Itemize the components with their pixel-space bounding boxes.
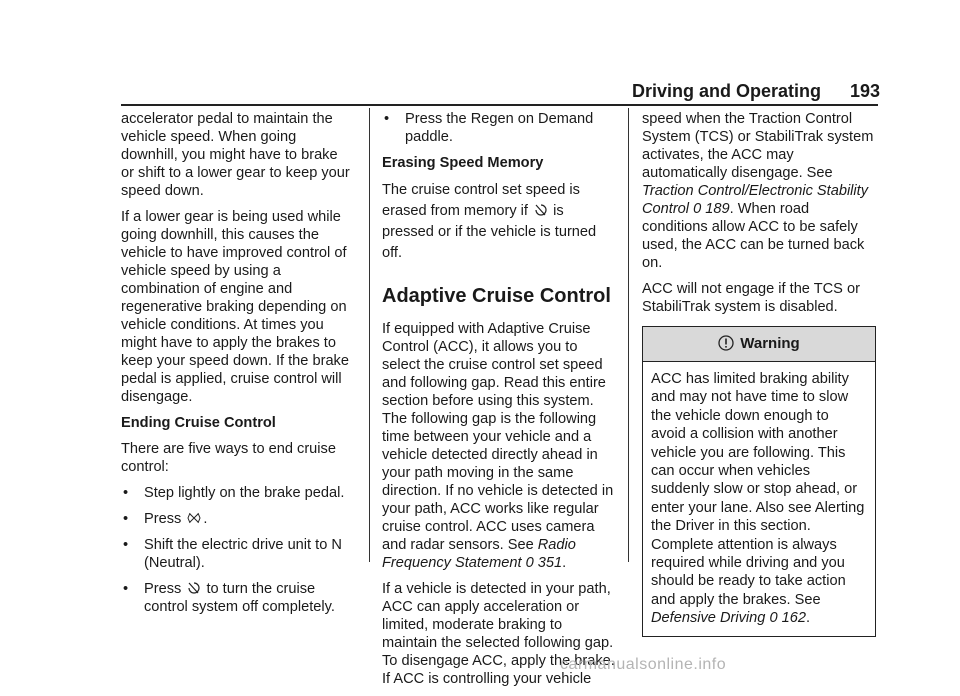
column-2: [382, 110, 618, 696]
paragraph-text: The cruise control set speed is erased from memory if: [382, 182, 580, 219]
cancel-icon: [187, 511, 201, 525]
bullet: •: [384, 111, 390, 127]
subheading-erasing-speed: Erasing Speed Memory: [382, 155, 544, 171]
header-rule: [121, 104, 878, 106]
cross-reference-link[interactable]: Radio Frequency Statement: [382, 537, 576, 571]
list-item: [121, 580, 353, 616]
page-reference: 0 162: [769, 610, 806, 627]
page-number: 193: [849, 81, 880, 101]
list-item: [382, 110, 618, 146]
subheading-ending-cruise: Ending Cruise Control: [121, 415, 276, 431]
paragraph-text: If equipped with Adaptive Cruise Control (ACC), it allows you to select the cruise control set speed and following gap. Read this entire section before using this system. The following gap is the following time between your vehicle and a vehicle detected directly ahead in your path moving in the same direction. If no vehicle is detected in your path, ACC works like regular cruise control. ACC uses camera and radar sensors. See: [382, 321, 614, 553]
paragraph-text: .: [562, 555, 567, 571]
paragraph-text: is pressed or if the vehicle is turned off.: [382, 203, 597, 261]
column-divider: [369, 108, 370, 562]
list-item-text: Press: [144, 511, 182, 527]
warning-title: Warning: [740, 335, 800, 352]
list-item: [121, 536, 353, 572]
list-item-text: Press: [144, 581, 182, 597]
bullet: •: [123, 581, 129, 597]
paragraph: If a vehicle is detected in your path, ACC can apply acceleration or limited, moderate braking to maintain the selected following gap. To disengage ACC, apply the brake. If ACC is controlling your vehicle: [382, 581, 615, 687]
warning-box: [642, 326, 876, 637]
paragraph: There are five ways to end cruise control:: [121, 441, 336, 475]
cross-reference-link[interactable]: Traction Control/Electronic Stability Control: [642, 183, 869, 217]
list-item-text-end: .: [203, 511, 208, 527]
list-item: [121, 510, 353, 528]
paragraph: ACC will not engage if the TCS or StabiliTrak system is disabled.: [642, 281, 860, 315]
warning-body: [643, 362, 875, 636]
paragraph: [382, 180, 618, 264]
list-item-text-end: to turn the cruise control system off completely.: [144, 581, 335, 615]
list-item-text: Shift the electric drive unit to N (Neutral).: [144, 537, 342, 571]
paragraph: If a lower gear is being used while going downhill, this causes the vehicle to have improved control of vehicle speed by using a combination of engine and regenerative braking depending on vehicle conditions. At times you might have to apply the brakes to keep your speed down. If the brake pedal is applied, cruise control will disengage.: [121, 209, 349, 405]
paragraph-text: speed when the Traction Control System (TCS) or StabiliTrak system activates, the ACC may automatically disengage. See: [642, 111, 874, 181]
cruise-power-icon: [187, 581, 200, 595]
bullet: •: [123, 511, 129, 527]
list-item: [121, 484, 353, 502]
column-3: [642, 110, 876, 637]
list-item-text: Press the Regen on Demand paddle.: [405, 111, 594, 145]
paragraph: [642, 110, 876, 272]
page-header: [632, 82, 880, 100]
warning-text: .: [805, 610, 811, 627]
section-heading: Adaptive Cruise Control: [382, 285, 611, 307]
paragraph: accelerator pedal to maintain the vehicle speed. When going downhill, you might have to brake or shift to a lower gear to keep your speed down.: [121, 111, 350, 199]
page-reference: 0 351: [525, 555, 563, 571]
bullet: •: [123, 485, 129, 501]
warning-text: ACC has limited braking ability and may not have time to slow the vehicle down enough to avoid a collision with another vehicle you are following. This can occur when vehicles suddenly slow or stop ahead, or enter your lane. Also see Alerting the Driver in this section. Complete attention is always required while driving and you should be ready to take action and apply the brakes. See: [651, 371, 865, 608]
warning-icon: [718, 335, 734, 351]
column-1: [121, 110, 353, 624]
cruise-power-icon: [534, 203, 547, 217]
list-item-text: Step lightly on the brake pedal.: [144, 485, 345, 501]
warning-header: [643, 327, 875, 362]
paragraph-text: . When road conditions allow ACC to be safely used, the ACC can be turned back on.: [642, 201, 865, 271]
section-title: Driving and Operating: [632, 81, 822, 101]
watermark: carmanualsonline.info: [560, 656, 727, 673]
column-divider: [628, 108, 629, 562]
page-reference: 0 189: [693, 201, 730, 217]
paragraph: [382, 320, 618, 572]
bullet: •: [123, 537, 129, 553]
cross-reference-link[interactable]: Defensive Driving: [651, 610, 766, 627]
